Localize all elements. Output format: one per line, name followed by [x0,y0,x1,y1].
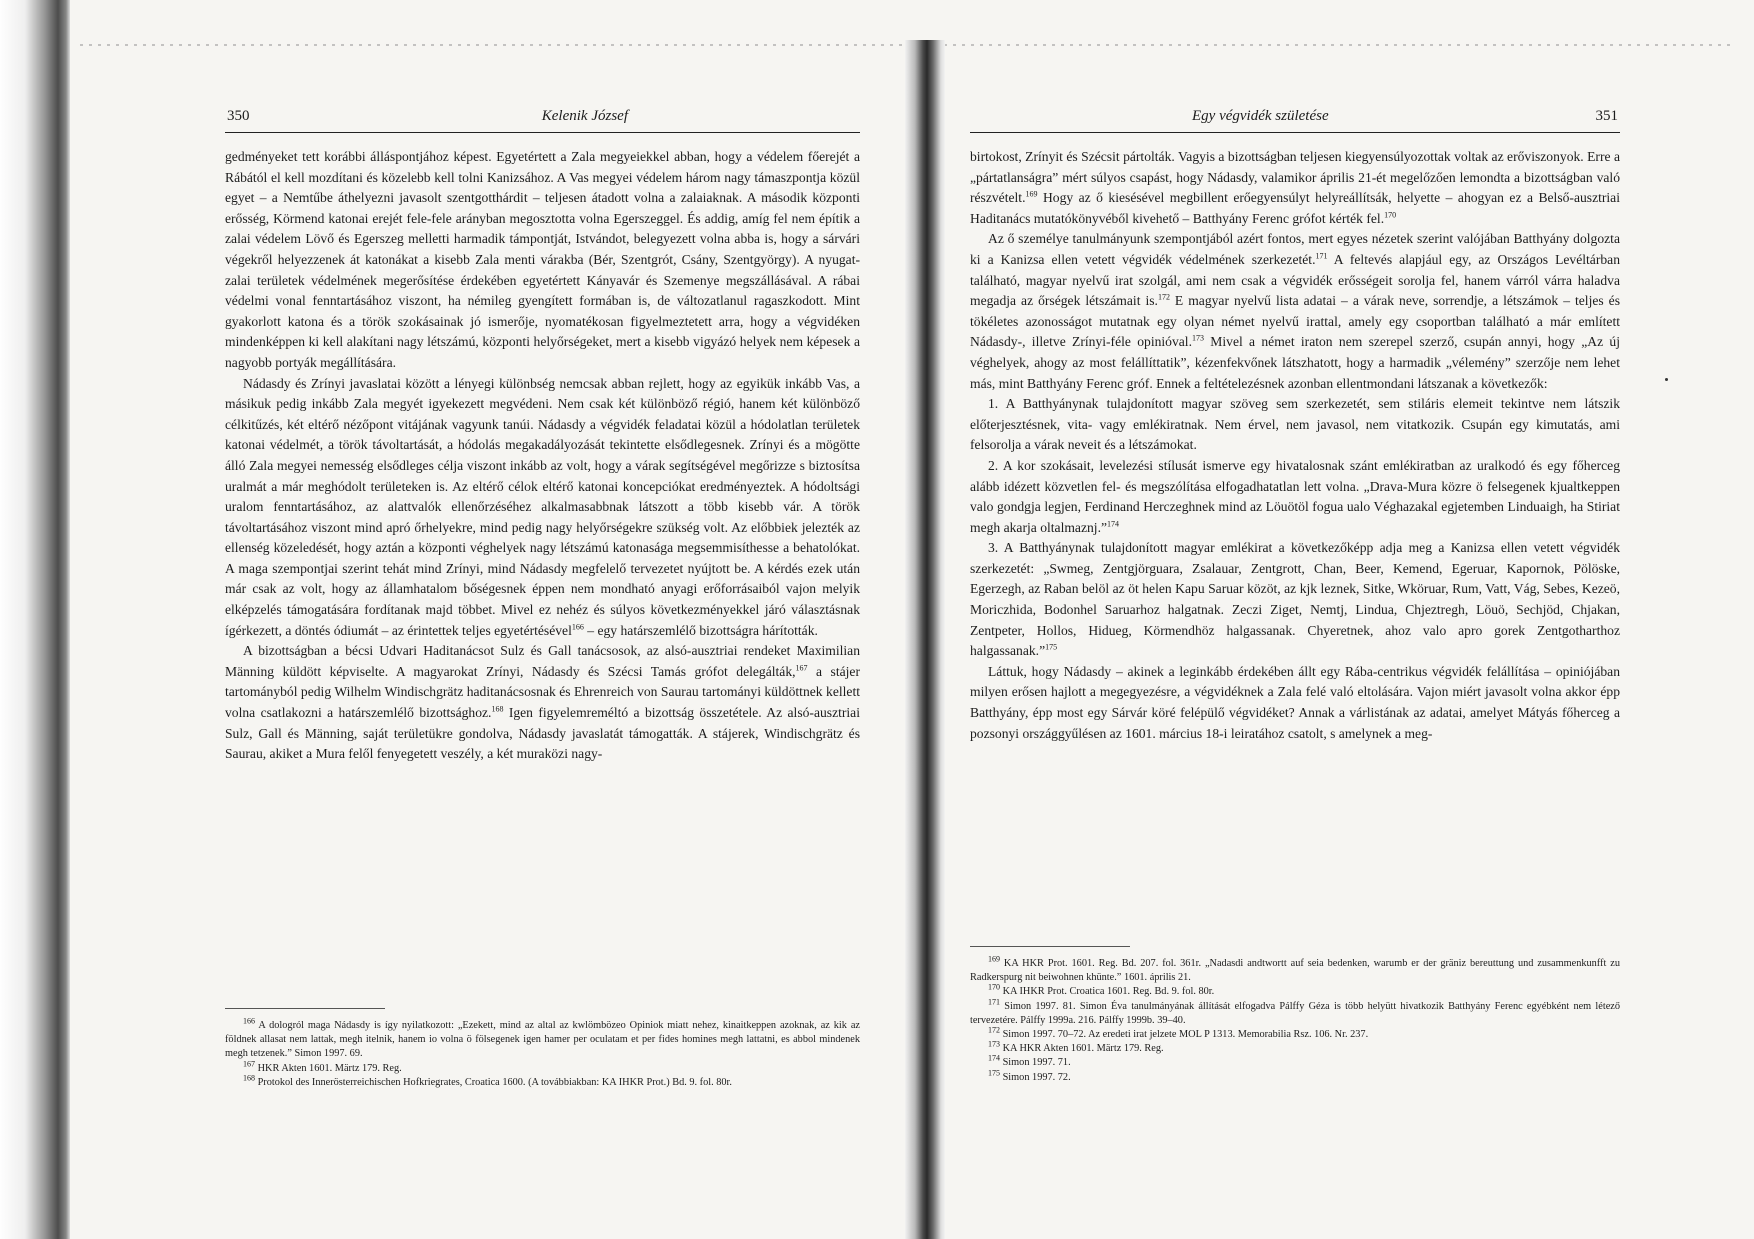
footnote: $^{175}$ Simon 1997. 72. [988,1068,1071,1083]
left-page [225,108,860,1088]
paragraph: A bizottságban a bécsi Udvari Haditanácsot Sulz és Gall tanácsosok, az alsó-ausztriai rendeket Maximilian Männing küldött képviselte. A magyarokat Zrínyi, Nádasdy és Szécsi Tamás grófot delegálták,$^{167}$ a stájer tartományból pedig Wilhelm Windischgrätz haditanácsosnak és Ehrenreich von Saurau tartományi küldöttnek kellett volna csatlakozni a határszemlélő bizottsághoz.$^{168}$ Igen figyelemreméltó a bizottság összetétele. Az alsó-ausztriai Sulz, Gall és Männing, saját területükre gondolva, Nádasdy javaslatát támogatták. A stájerek, Windischgrätz és Saurau, akiket a Mura felől fenyegetett veszély, a két muraközi nagy- [225,643,860,762]
paragraph: Láttuk, hogy Nádasdy – akinek a leginkább érdekében állt egy Rába-centrikus végvidék felállítása – opiniójában milyen erősen hajlott a megegyezésre, a végvidéknek a Zala felé való eltolására. Vajon miért javasolt volna akkor épp Batthyány, épp most egy Sárvár köré felépülő végvidéket? Annak a várlistának az adatai, amelyet Mátyás főherceg a pozsonyi országgyűlésen az 1601. március 18-i leiratához csatolt, s amelynek a meg- [970,663,1620,741]
footnote-ref: 170 [1384,210,1397,220]
footnote-ref: 171 [1315,251,1328,261]
list-item: 2. A kor szokásait, levelezési stílusát ismerve egy hivatalosnak szánt emlékiratban az uralkodó és egy főherceg alább idézett közvetlen fel- és megszólítása elfogadhatatlan lett volna. „Drava-Mura közre ö felsegenek kjualtkeppen valo gondgja legjen, Ferdinand Herczeghnek mind az Löuötöl fogua ualo Véghazakal egjetemben Linduaigh, ha Stiriat megh akarja oltalmaznj.”$^{174}$ [970,457,1620,535]
footnote: $^{171}$ Simon 1997. 81. Simon Éva tanulmányának állítását elfogadva Pálffy Géza is több helyütt hivatkozik Batthyány Ferenc egyébként nem létező tervezetére. Pálffy 1999a. 216. Pálffy 1999b. 39–40. [970,997,1620,1026]
footnote: $^{167}$ HKR Akten 1601. Märtz 179. Reg. [243,1059,402,1074]
scan-shadow-left [0,0,70,1239]
footnote-ref: 166 [571,622,584,632]
paragraph: gedményeket tett korábbi álláspontjához képest. Egyetértett a Zala megyeiekkel abban, hogy a védelem főerejét a Rábától el kell mozdítani és közelebb kell tolni Kanizsához. A Vas megyei védelem három nagy támaszpontja közül egyet – a Nemtűbe áthelyezni javasolt szentgotthárdit – teljesen átadott volna a zalaiaknak. A második központi erősség, Körmend katonai erejét fele-fele arányban megosztotta volna Egerszeggel. És addig, amíg fel nem építik a zalai védelem Lövő és Egerszeg melletti harmadik támpontját, Istvándot, belegyezett volna abba is, hogy a sárvári végekről helyezzenek át katonákat a kisebb Zala menti várakba (Bér, Szentgrót, Csány, Szentgyörgy). A nyugat-zalai területek védelmének megerősítése érdekében egyetértett Kányavár és Szemenye megszállásával. A rábai védelmi vonal fenntartásához viszont, ha némileg gyengített formában is, de változatlanul ragaszkodott. Mint gyakorlott katona és a török szokásainak jó ismerője, nyomatékosan figyelmeztetett arra, hogy a végvidéken mindenképpen ki kell alakítani nagy létszámú, központi helyőrségeket, mert a kisebb vigyázó helyek nem képesek a nagyobb portyák megállítására. [225,149,860,370]
running-head [225,108,860,133]
footnote: $^{169}$ KA HKR Prot. 1601. Reg. Bd. 207. fol. 361r. „Nadasdi andtwortt auf seia bedenken, warumb er der gräniz bereuttung und zusammenkunfft zu Radkerspurg nit beiwohnen khünte.” 1601. április 21. [970,954,1620,984]
footnote: $^{174}$ Simon 1997. 71. [988,1054,1071,1069]
footnote-ref: 174 [1107,519,1120,529]
book-gutter [905,40,945,1239]
footnote-rule [225,1008,385,1009]
footnote: $^{173}$ KA HKR Akten 1601. Märtz 179. Reg. [988,1039,1164,1055]
footnote-ref: 172 [1157,292,1170,302]
running-head [970,108,1620,133]
footnote-ref: 167 [795,663,808,673]
body-text [225,147,860,765]
footnote: $^{170}$ KA IHKR Prot. Croatica 1601. Reg. Bd. 9. fol. 80r. [988,982,1215,998]
right-page [970,108,1621,1083]
list-item: 3. A Batthyánynak tulajdonított magyar emlékirat a következőképp adja meg a Kanizsa ellen vetett végvidék szerkezetét: „Swmeg, Zentgjörguara, Zsalauar, Zentgrott, Chan, Beer, Kemend, Egeruar, Kapornok, Pölöske, Egerzegh, az Raban belöl az öt helen Kapu Saruar közöt, az kjk leznek, Sitke, Wköruar, Rum, Vatt, Vág, Sebes, Kezeö, Moriczhida, Bodonhel Saruarhoz halgatnak. Zeczi Ziget, Nemtj, Lindua, Chjeztregh, Löuö, Sechjöd, Chjakan, Zentpeter, Hollos, Hidueg, Körmendhöz halgassanak. Chyeretnek, ahoz valo apro gorek Zentgotharthoz halgassanak.”$^{175}$ [970,540,1620,659]
running-title: Kelenik József [541,108,628,124]
page-number: 350 [227,108,250,124]
footnote: $^{166}$ A dologról maga Nádasdy is így nyilatkozott: „Ezekett, mind az altal az kwlömbözeo Opiniok miatt nehez, kinaitkeppen azoknak, az kik az földnek allasat nem lattak, megh itelnik, hanem io volna ö fölsegenek igen hamer per oculatam et per fides homines megh lattatni, es abbol mindenek megh tetzenek.” Simon 1997. 69. [225,1016,860,1060]
scan-speck [1665,378,1668,381]
paragraph: birtokost, Zrínyit és Szécsit pártolták. Vagyis a bizottságban teljesen kiegyensúlyozottak voltak az erőviszonyok. Erre a „pártatlanságra” mért súlyos csapást, hogy Nádasdy, valamikor április 21-ét megelőzően lemondta a bizottságban való részvételt.$^{169}$ Hogy az ő kiesésével megbillent erőegyensúlyt helyreállítsák, helyette – ahogyan ez a Belső-ausztriai Haditanács mutatókönyvéből kivehető – Batthyány Ferenc grófot kérték fel.$^{170}$ [970,149,1620,226]
footnote-ref: 169 [1025,189,1038,199]
paragraph: Nádasdy és Zrínyi javaslatai között a lényegi különbség nemcsak abban rejlett, hogy az egyikük inkább Vas, a másikuk pedig inkább Zala megyét igyekezett megvédeni. Nem csak két különböző régió, hanem két különböző célkitűzés, két eltérő nézőpont vitájának vagyunk tanúi. Nádasdy a végvidék feladatai közül a hódolatlan területek katonai védelmét, a török távoltartását, a hódolás megakadályozását tekintette elsődlegesnek. Zrínyi és a mögötte álló Zala megyei nemesség elsődleges célja viszont inkább az volt, hogy a várak segítségével megőrizze s biztosítsa uralmát a már meghódolt területeken is. Az eltérő célok eltérő katonai koncepciókat eredményeztek. A hódoltsági uralom fenntartásához, az alattvalók ellenőrzéséhez alkalmasabbnak látszott a több kisebb vár. A török távoltartásához viszont mind apró őrhelyekre, mind pedig nagy helyőrségekre szükség volt. Az előbbiek jelezték az ellenség közeledését, hogy aztán a központi véghelyek nagy létszámú katonasága megsemmisíthesse a behatolókat. A maga szempontjai szerint tehát mind Zrínyi, mind Nádasdy megfelelő tervezetet nyújtott be. A kérdés ezek után már csak az volt, hogy az államhatalom bőségesnek éppen nem mondható anyagi erőforrásaiból vajon melyik elképzelés támogatására fordítanak majd többet. Mivel ez nehéz és súlyos következményekkel járó választásnak ígérkezett, a döntés ódiumát – az érintettek teljes egyetértésével$^{166}$ – egy határszemlélő bizottságra hárították. [225,375,860,638]
footnote: $^{168}$ Protokol des Innerösterreichischen Hofkriegrates, Croatica 1600. (A továbbiakban: KA IHKR Prot.) Bd. 9. fol. 80r. [243,1073,732,1088]
list-item: 1. A Batthyánynak tulajdonított magyar szöveg sem szerkezetét, sem stiláris elemeit tekintve nem látszik előterjesztésnek, vita- vagy emlékiratnak. Nem érvel, nem javasol, nem vitatkozik. Csupán egy kimutatás, ami felsorolja a várak neveit és a létszámokat. [970,396,1620,453]
footnote-ref: 168 [491,704,504,714]
footnote: $^{172}$ Simon 1997. 70–72. Az eredeti irat jelzete MOL P 1313. Memorabilia Rsz. 106. Nr. 237. [988,1025,1369,1041]
footnote-ref: 175 [1045,642,1058,652]
paragraph: Az ő személye tanulmányunk szempontjából azért fontos, mert egyes nézetek szerint valójában Batthyány dolgozta ki a Kanizsa ellen vetett végvidék védelmének szerkezetét.$^{171}$ A feltevés alapjául egy, az Országos Levéltárban található, magyar nyelvű irat szolgál, ami nem csak a végvidék erősségeit sorolja fel, hanem várról várra haladva megadja az őrségek létszámait is.$^{172}$ E magyar nyelvű lista adatai – a várak neve, sorrendje, a létszámok – teljes és tökéletes azonosságot mutatnak egy olyan német nyelvű irattal, amely egy csoportban található a már említett Nádasdy-, illetve Zrínyi-féle opinióval.$^{173}$ Mivel a német iraton nem szerepel szerző, csupán annyi, hogy „Az új véghelyek, ahogy az most felállíttatik”, kézenfekvőnek látszhatott, hogy a harmadik „vélemény” szerzője nem lehet más, mint Batthyány Ferenc gróf. Ennek a feltételezésnek azonban ellentmondani látszanak a következők: [970,231,1621,391]
footnote-ref: 173 [1191,333,1204,343]
running-title: Egy végvidék születése [1192,108,1329,124]
body-text [970,147,1620,744]
footnotes [970,946,1620,1085]
footnotes [225,1008,860,1090]
page-number: 351 [1595,108,1618,124]
footnote-rule [970,946,1130,947]
